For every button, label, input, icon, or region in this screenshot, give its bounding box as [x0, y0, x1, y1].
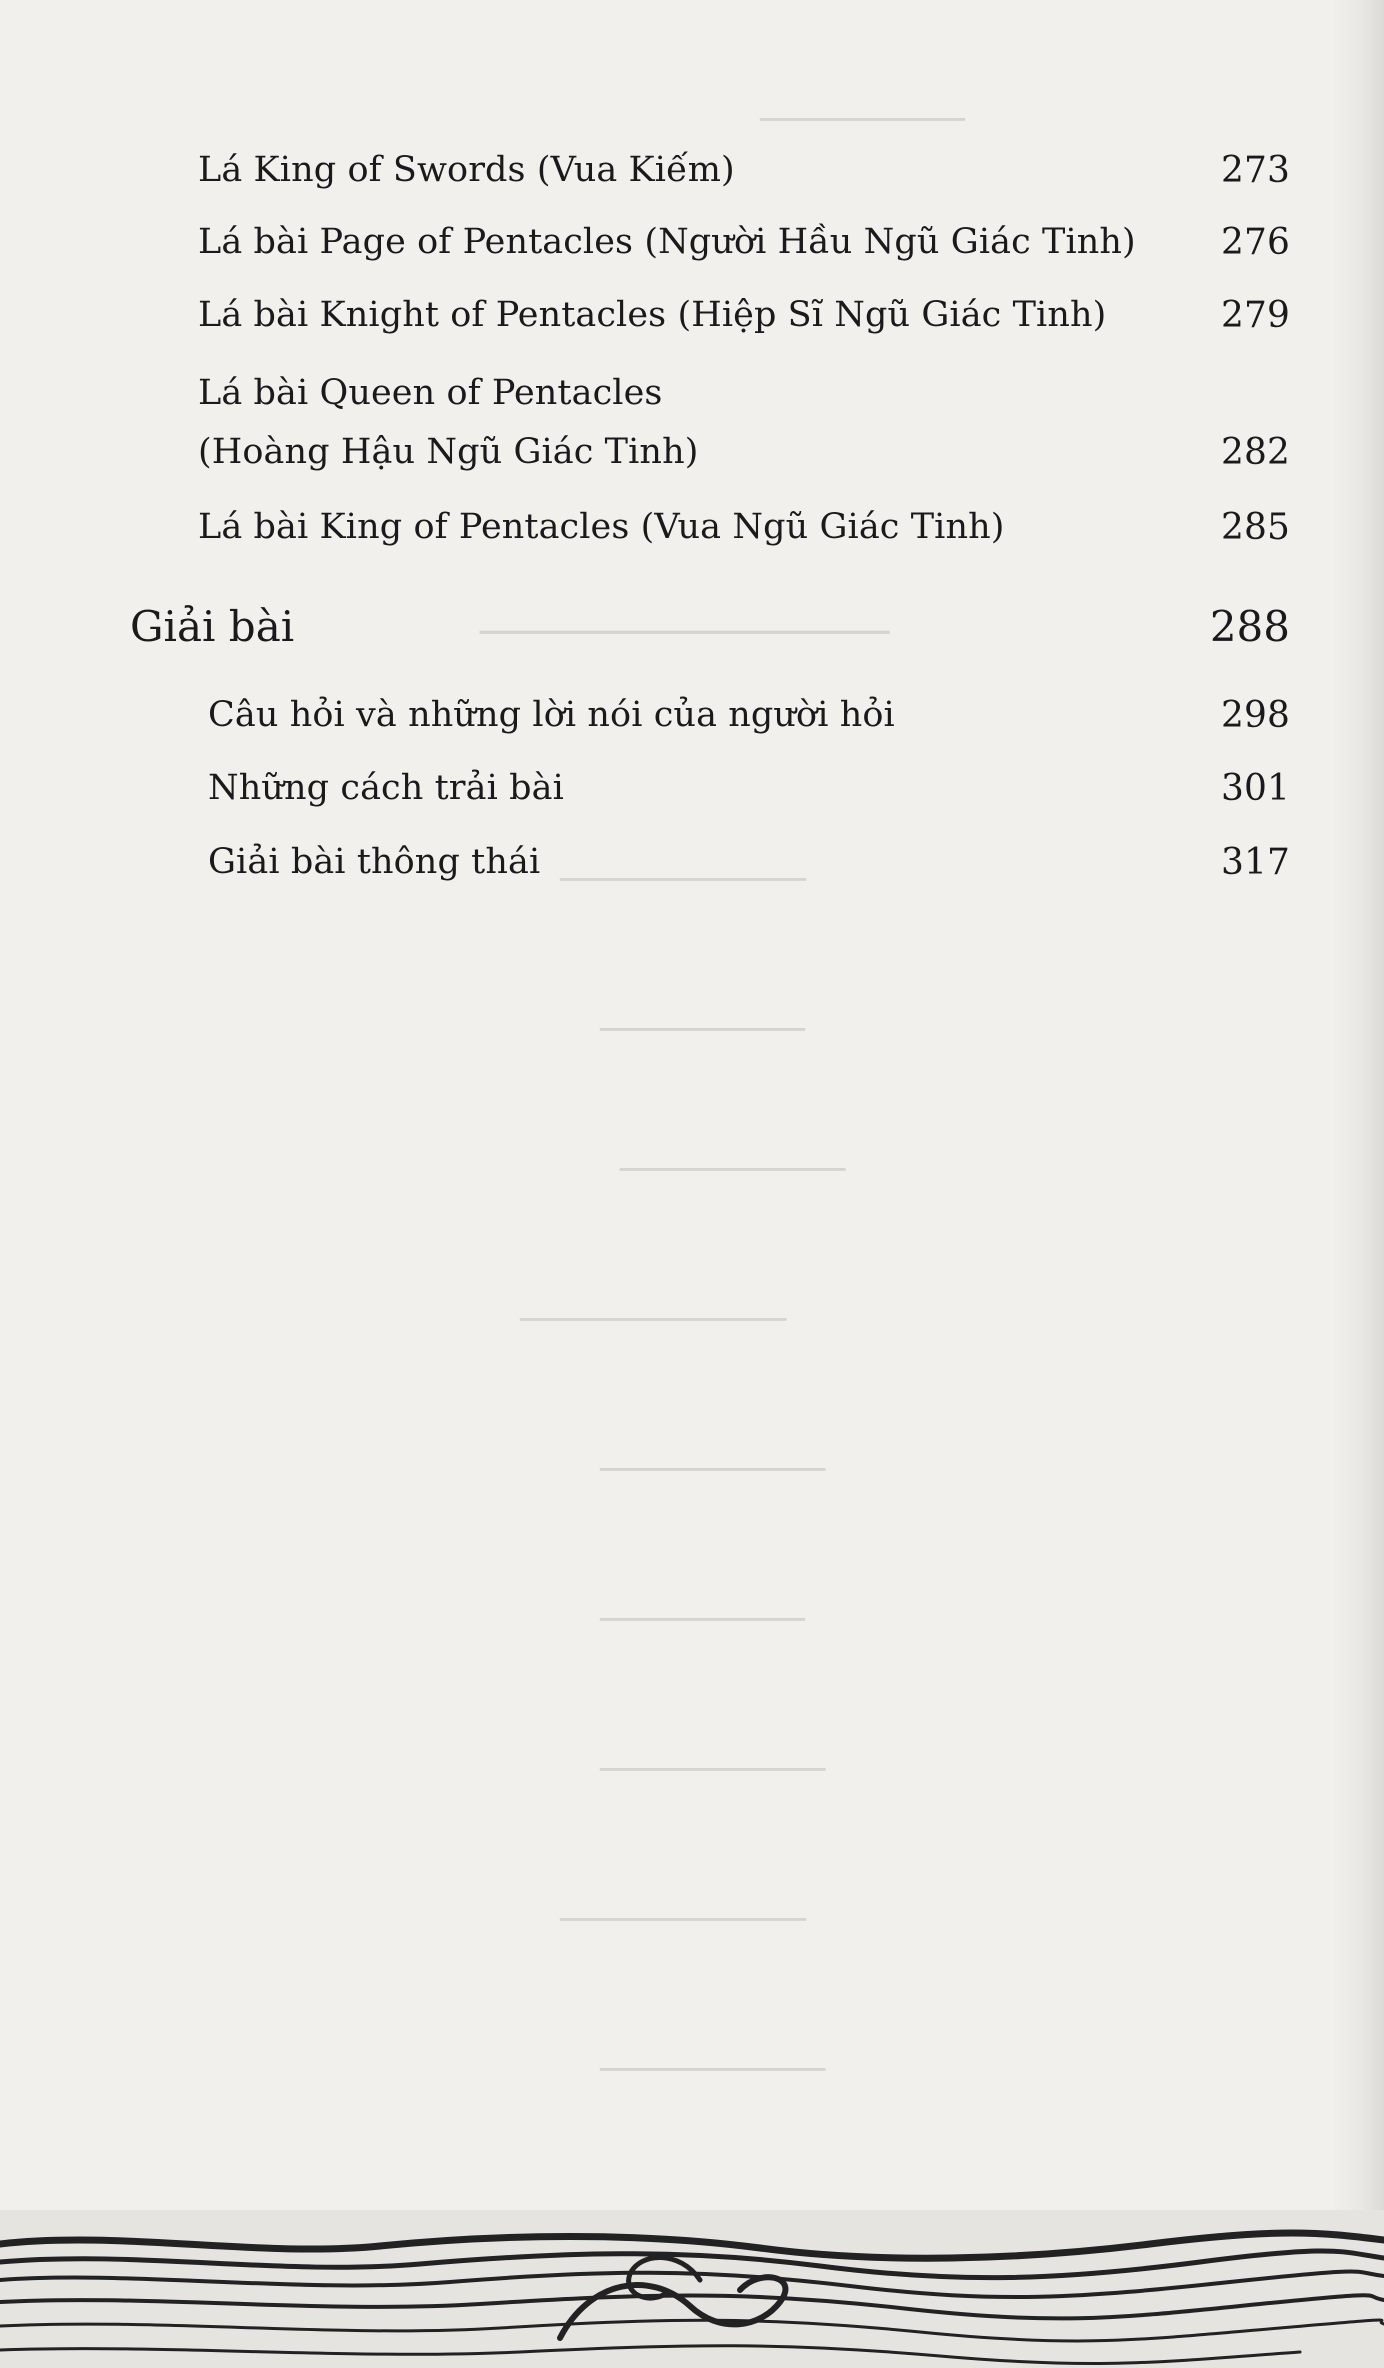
toc-entry-continuation: [0, 432, 1384, 488]
toc-entry-page: 276: [1220, 222, 1290, 263]
toc-entry-page: 282: [1220, 432, 1290, 473]
toc-entry-title: Những cách trải bài: [208, 768, 564, 808]
toc-entry-page: 301: [1220, 768, 1290, 809]
toc-entry-title: Câu hỏi và những lời nói của người hỏi: [208, 695, 895, 735]
toc-entry-page: 317: [1220, 842, 1290, 883]
toc-entry: [0, 507, 1384, 563]
toc-entry-title: Lá bài Page of Pentacles (Người Hầu Ngũ Giác Tinh): [198, 222, 1136, 262]
toc-entry-page: 279: [1220, 295, 1290, 336]
bleed-through-text: ────────── ───────────────── ──────────── ────────── ─────────── ───────────── ─────────── ────────── ─────────── ──────────── ───────────: [480, 100, 965, 2090]
toc-entry-title-continued: (Hoàng Hậu Ngũ Giác Tinh): [198, 432, 699, 472]
toc-entry-page: 273: [1220, 150, 1290, 191]
toc-entry: [0, 150, 1384, 206]
toc-entry-page: 285: [1220, 507, 1290, 548]
toc-entry-page: 298: [1220, 695, 1290, 736]
toc-entry-title: Lá bài King of Pentacles (Vua Ngũ Giác Tinh): [198, 507, 1005, 547]
toc-entry-title: Giải bài thông thái: [208, 842, 541, 882]
section-page: 288: [1209, 602, 1290, 651]
wave-ornament-border: [0, 2210, 1384, 2368]
toc-entry: [0, 695, 1384, 751]
toc-entry: [0, 768, 1384, 824]
toc-entry-title: Lá bài Knight of Pentacles (Hiệp Sĩ Ngũ Giác Tinh): [198, 295, 1107, 335]
toc-entry: [0, 842, 1384, 898]
toc-entry-title: Lá bài Queen of Pentacles: [198, 373, 663, 413]
section-title: Giải bài: [130, 602, 295, 651]
toc-entry: [0, 222, 1384, 278]
toc-section-heading: [0, 602, 1384, 666]
toc-entry-title: Lá King of Swords (Vua Kiếm): [198, 150, 735, 190]
toc-entry-multiline: [0, 373, 1384, 429]
page-gutter-shadow: [1330, 0, 1384, 2368]
toc-entry: [0, 295, 1384, 351]
